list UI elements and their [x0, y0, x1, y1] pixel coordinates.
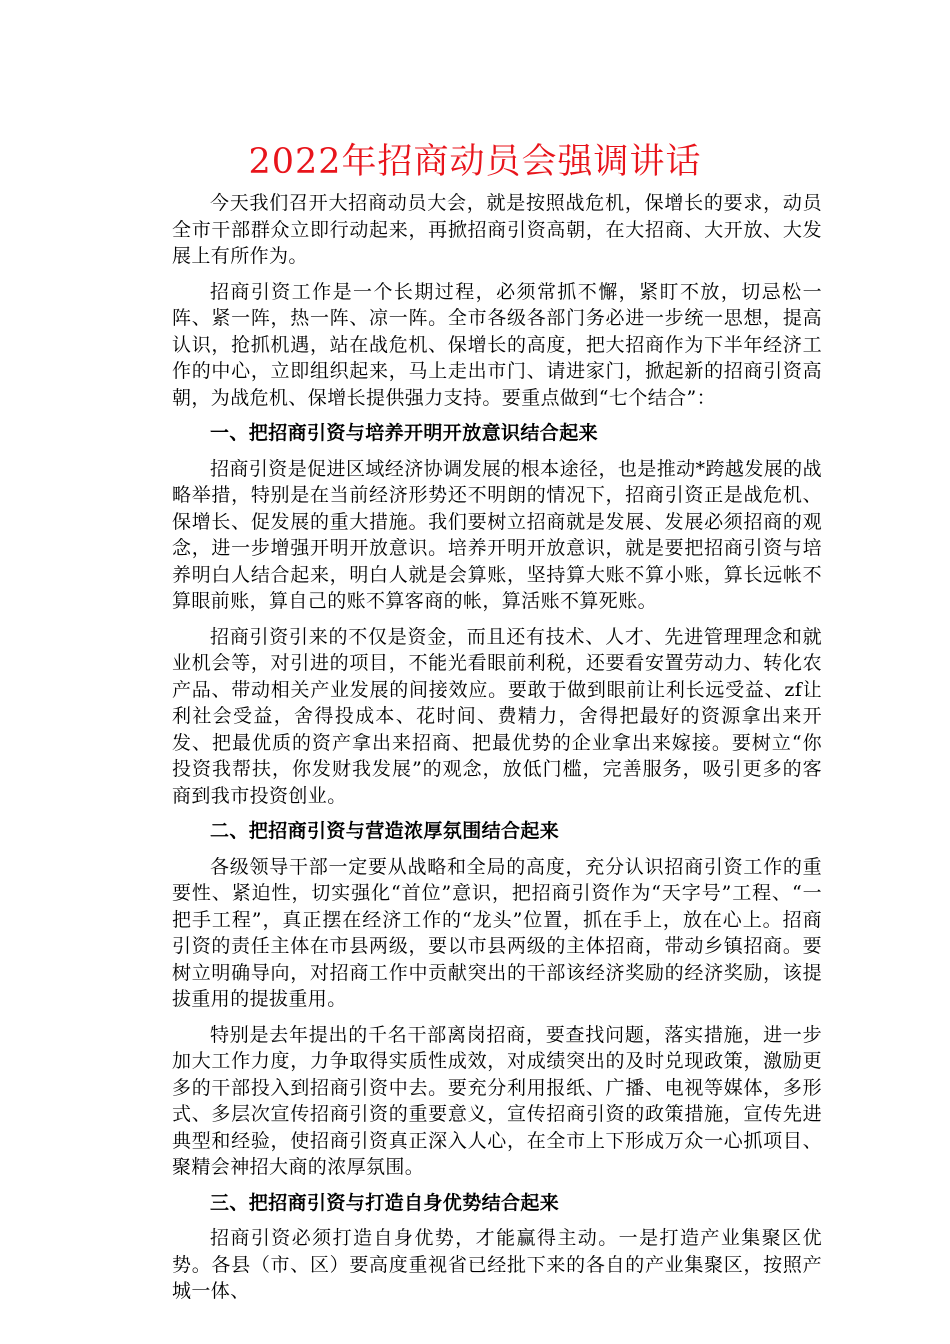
section-heading: 一、把招商引资与培养开明开放意识结合起来 [210, 422, 599, 444]
section-heading: 三、把招商引资与打造自身优势结合起来 [210, 1191, 560, 1214]
paragraph: 招商引资是促进区域经济协调发展的根本途径，也是推动*跨越发展的战略举措，特别是在当前经济形势还不明朗的情况下，招商引资正是战危机、保增长、促发展的重大措施。我们要树立招商就是发展、发展必须招商的观念，进一步增强开明开放意识。培养开明开放意识，就是要把招商引资与培养明白人结合起来，明白人就是会算账，坚持算大账不算小账，算长远帐不算眼前账，算自己的账不算客商的帐，算活账不算死账。 [172, 457, 822, 612]
paragraph: 今天我们召开大招商动员大会，就是按照战危机，保增长的要求，动员全市干部群众立即行动起来，再掀招商引资高朝，在大招商、大开放、大发展上有所作为。 [172, 192, 822, 267]
section-heading: 二、把招商引资与营造浓厚氛围结合起来 [210, 820, 560, 842]
paragraph: 招商引资必须打造自身优势，才能赢得主动。一是打造产业集聚区优势。各县（市、区）要高度重视省已经批下来的各自的产业集聚区，按照产城一体、 [172, 1227, 822, 1302]
document-body [172, 190, 822, 1314]
paragraph: 各级领导干部一定要从战略和全局的高度，充分认识招商引资工作的重要性、紧迫性，切实强化“首位”意识，把招商引资作为“天字号”工程、“一把手工程”，真正摆在经济工作的“龙头”位置，抓在手上，放在心上。招商引资的责任主体在市县两级，要以市县两级的主体招商，带动乡镇招商。要树立明确导向，对招商工作中贡献突出的干部该经济奖励的经济奖励，该提拔重用的提拔重用。 [172, 855, 822, 1010]
paragraph: 招商引资工作是一个长期过程，必须常抓不懈，紧盯不放，切忌松一阵、紧一阵，热一阵、凉一阵。全市各级各部门务必进一步统一思想，提高认识，抢抓机遇，站在战危机、保增长的高度，把大招商作为下半年经济工作的中心，立即组织起来，马上走出市门、请进家门，掀起新的招商引资高朝，为战危机、保增长提供强力支持。要重点做到“七个结合”： [172, 280, 822, 409]
paragraph: 特别是去年提出的千名干部离岗招商，要查找问题，落实措施，进一步加大工作力度，力争取得实质性成效，对成绩突出的及时兑现政策，激励更多的干部投入到招商引资中去。要充分利用报纸、广播、电视等媒体，多形式、多层次宣传招商引资的重要意义，宣传招商引资的政策措施，宣传先进典型和经验，使招商引资真正深入人心，在全市上下形成万众一心抓项目、聚精会神招大商的浓厚氛围。 [172, 1023, 822, 1178]
paragraph: 招商引资引来的不仅是资金，而且还有技术、人才、先进管理理念和就业机会等，对引进的项目，不能光看眼前利税，还要看安置劳动力、转化农产品、带动相关产业发展的间接效应。要敢于做到眼前让利长远受益、zf让利社会受益，舍得投成本、花时间、费精力，舍得把最好的资源拿出来开发、把最优质的资产拿出来招商、把最优势的企业拿出来嫁接。要树立“你投资我帮扶，你发财我发展”的观念，放低门槛，完善服务，吸引更多的客商到我市投资创业。 [172, 625, 822, 807]
document-title: 2022年招商动员会强调讲话 [248, 142, 702, 182]
